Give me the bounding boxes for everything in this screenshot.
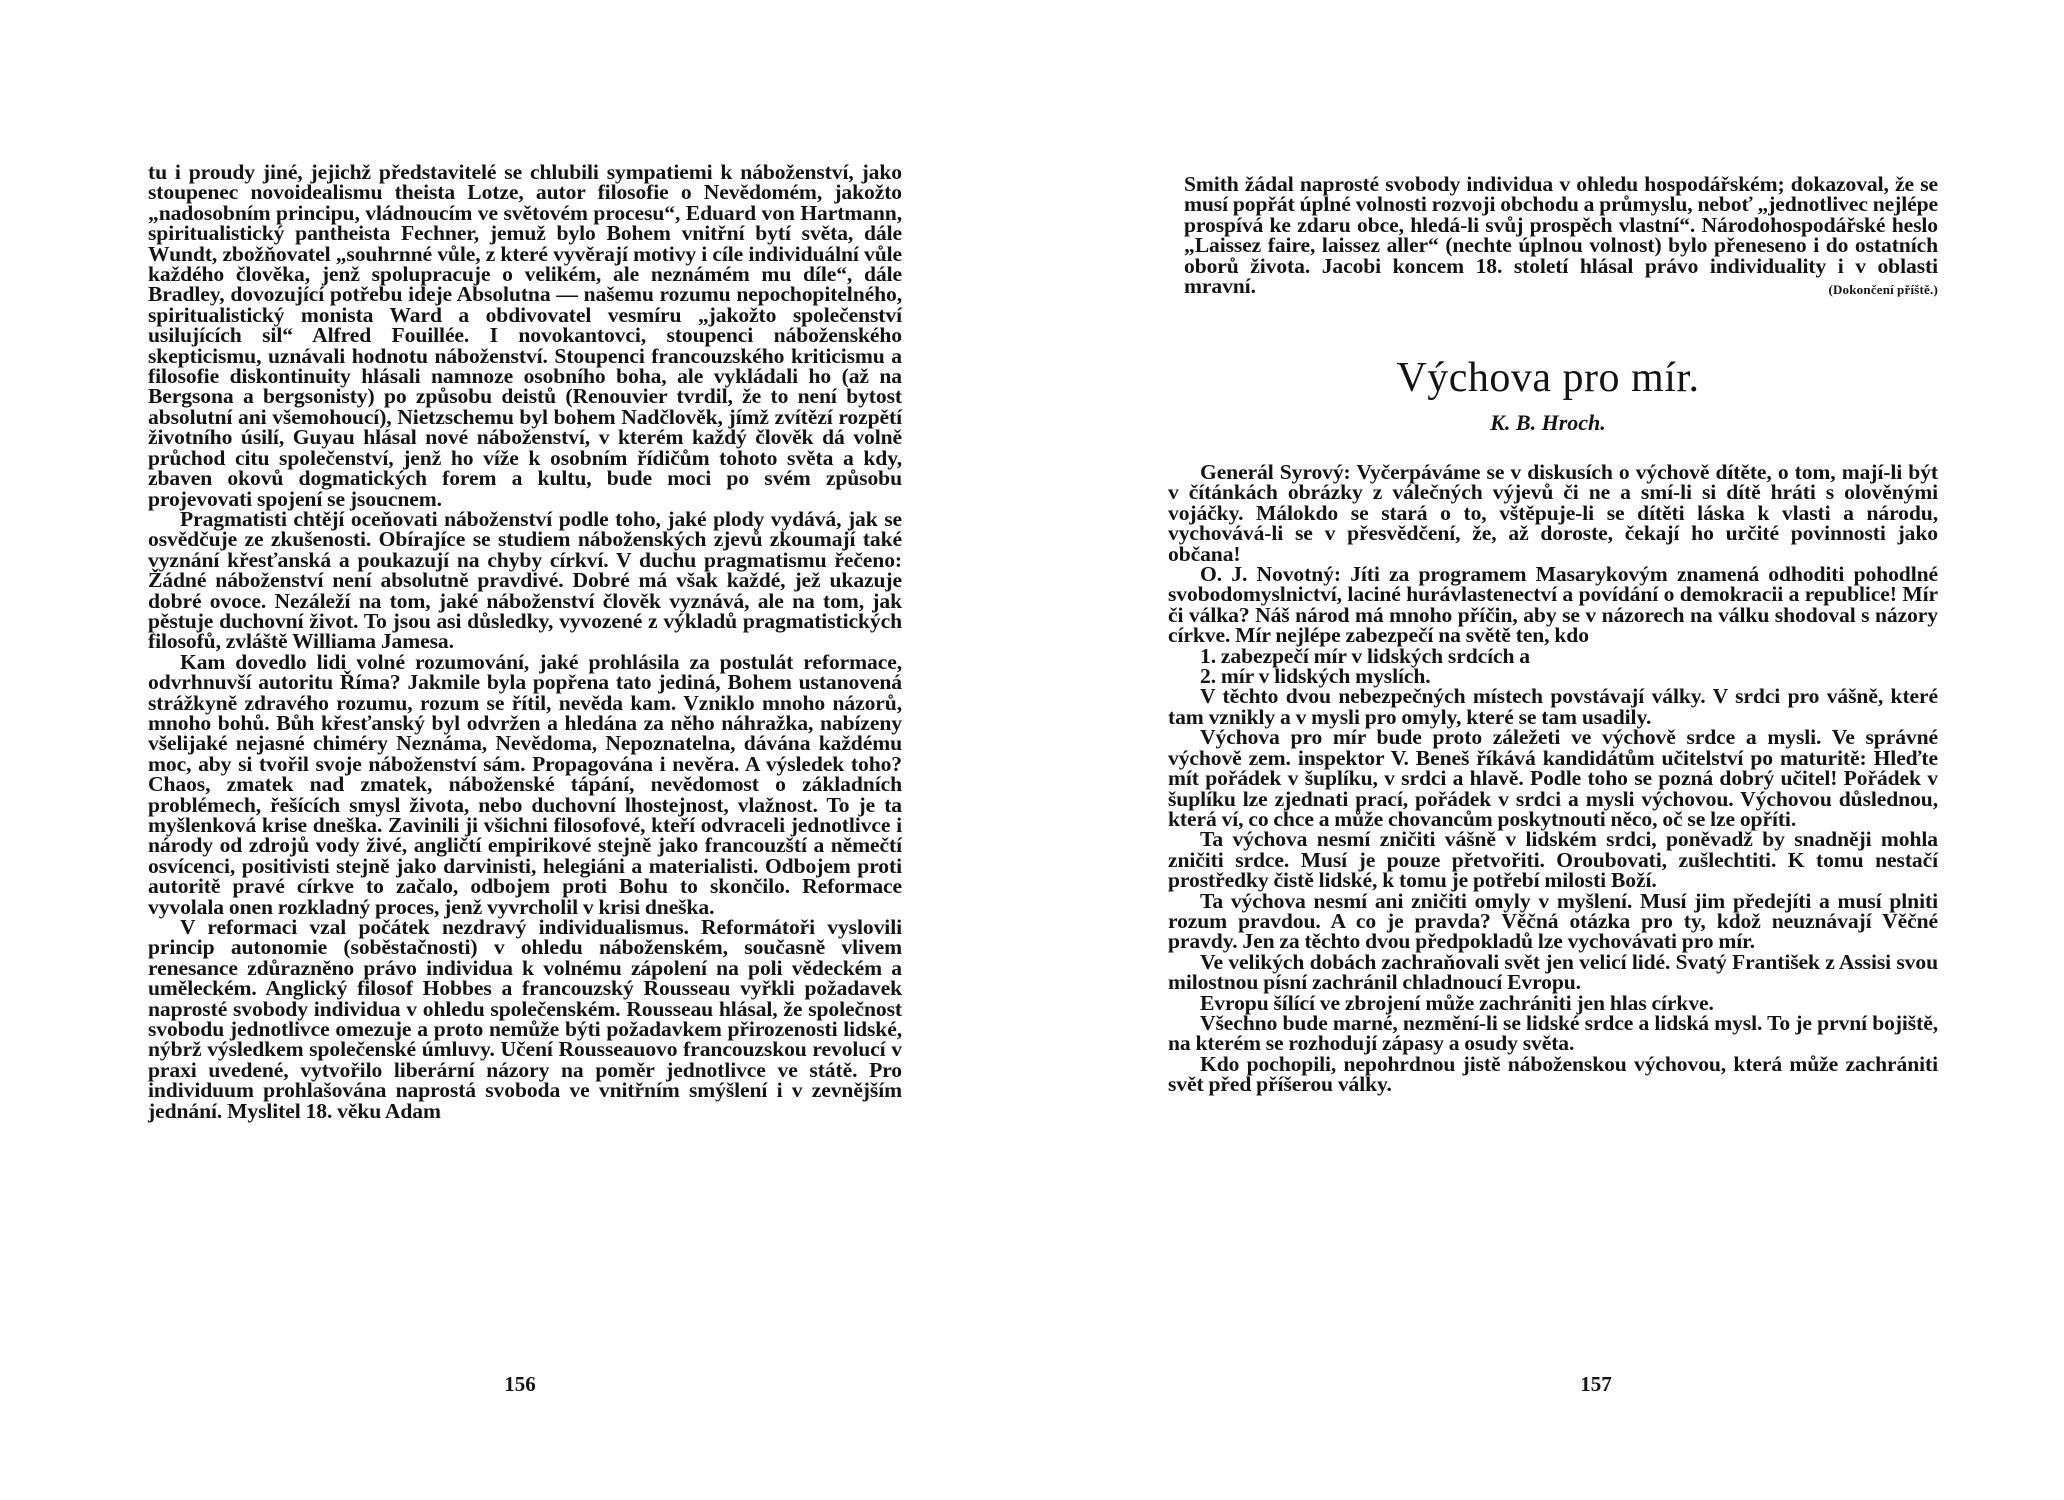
paragraph: Evropu šílící ve zbrojení může zachrániti jen hlas církve. — [1200, 990, 1714, 1015]
continuation-paragraph — [1184, 172, 1939, 299]
paragraph: Všechno bude marné, nezmění-li se lidské srdce a lidská mysl. To je první bojiště, na kterém se rozhodují zápasy a osudy světa. — [1168, 1010, 1938, 1056]
paragraph: Kam dovedlo lidi volné rozumování, jaké prohlásila za postulát reformace, odvrhnuvší autoritu Říma? Jakmile byla popřena tato jediná, Bohem ustanovená strážkyně zdravého rozumu, rozum se řítil, nevěda kam. Vzniklo mnoho názorů, mnoho bohů. Bůh křesťanský byl odvržen a hledána za něho náhražka, nabízeny všelijaké nejasné chiméry Neznáma, Nevědoma, Nepoznatelna, dávána každému moc, aby si tvořil svoje náboženství sám. Propagována i nevěra. A výsledek toho? Chaos, zmatek nad zmatek, náboženské tápání, nevědomost o základních problémech, řešících smysl života, nebo duchovní lhostejnost, vlažnost. To je ta myšlenková krise dneška. Zavinili ji všichni filosofové, kteří odvraceli jednotlivce i národy od zdrojů vody živé, angličtí empirikové stejně jako francouzští a němečtí osvícenci, positivisti stejně jako darvinisti, helegiáni a materialisti. Odbojem proti autoritě pravé církve to začalo, odbojem proti Bohu to skončilo. Reformace vyvolala onen rozkladný proces, jenž vyvrcholil v krisi dneška. — [148, 649, 902, 919]
paragraph: tu i proudy jiné, jejichž představitelé se chlubili sympatiemi k náboženství, jako stoupenec novoidealismu theista Lotze, autor filosofie o Nevědomém, jakožto „nadosobním principu, vládnoucím ve světovém procesu“, Eduard von Hartmann, spiritualistický pantheista Fechner, jemuž bylo Bohem vnitřní bytí světa, dále Wundt, zbožňovatel „souhrnné vůle, z které vyvěrají motivy i cíle individuální vůle každého člověka, jenž spolupracuje o velikém, ale neznámém mu díle“, dále Bradley, dovozující potřebu ideje Absolutna — našemu rozumu nepochopitelného, spiritualistický monista Ward a obdivovatel vesmíru „jakožto společenství usilujících sil“ Alfred Fouillée. I novokantovci, stoupenci náboženského skepticismu, uznávali hodnotu náboženství. Stoupenci francouzského kriticismu a filosofie diskontinuity hlásali namnoze osobního boha, ale vykládali ho (až na Bergsona a bergsonisty) po způsobu deistů (Renouvier tvrdil, že to není bytost absolutní ani všemohoucí), Nietzschemu byl bohem Nadčlověk, jímž zvítězí rozpětí životního úsilí, Guyau hlásal nové náboženství, v kterém každý člověk dá volně průchod citu společenství, jenž ho víže k osobním řídičům tohoto světa a kdy, zbaven okovů dogmatických forem a kultu, bude moci po svém způsobu projevovati spojení se jsoucnem. — [148, 160, 902, 511]
paragraph: V reformaci vzal počátek nezdravý individualismus. Reformátoři vyslovili princip autonomie (soběstačnosti) v ohledu náboženském, současně vlivem renesance zdůrazněno právo individua k volnému zápolení na poli vědeckém a uměleckém. Anglický filosof Hobbes a francouzský Rousseau vyřkli požadavek naprosté svobody individua v ohledu společenském. Rousseau hlásal, že společnost svobodu jednotlivce omezuje a proto nemůže býti požadavkem přirozenosti lidské, nýbrž výsledkem společenské úmluvy. Učení Rousseauovo francouzskou revolucí v praxi uvedené, vytvořilo liberární názory na poměr jednotlivce ve státě. Pro individuum prohlašována naprostá svoboda ve vnitřním smýšlení i v zevnějším jednání. Myslitel 18. věku Adam — [148, 915, 902, 1123]
paragraph: Ta výchova nesmí ani zničiti omyly v myšlení. Musí jim předejíti a musí plniti rozum pravdou. A co je pravda? Věčná otázka pro ty, kdož neuznávají Věčné pravdy. Jen za těchto dvou předpokladů lze vychovávati pro mír. — [1168, 888, 1938, 954]
list-item: 2. mír v lidských myslích. — [1200, 664, 1431, 689]
page-number: 156 — [504, 1372, 536, 1396]
continuation-text: Smith žádal naprosté svobody individua v ohledu hospodářském; dokazoval, že se musí popřát úplné volnosti rozvoji obchodu a průmyslu, neboť „jednotlivec nejlépe prospívá ke zdaru obce, hledá-li svůj prospěch vlastní“. Národohospodářské heslo „Laissez faire, laissez aller“ (nechte úplnou volnost) bylo přeneseno i do ostatních oborů života. Jacobi koncem 18. století hlásal právo individuality i v oblasti mravní. — [1184, 172, 1939, 299]
paragraph: V těchto dvou nebezpečných místech povstávají války. V srdci pro vášně, které tam vznikly a v mysli pro omyly, které se tam usadily. — [1168, 684, 1938, 729]
article-author: K. B. Hroch. — [1490, 410, 1606, 435]
paragraph: Ta výchova nesmí zničiti vášně v lidském srdci, poněvadž by snadněji mohla zničiti srdce. Musí je pouze přetvořiti. Oroubovati, zušlechtiti. K tomu nestačí prostředky čistě lidské, k tomu je potřebí milosti Boží. — [1168, 827, 1938, 893]
paragraph: Ve velikých dobách zachraňovali svět jen velicí lidé. Svatý František z Assisi svou milostnou písní zachránil chladnoucí Evropu. — [1168, 949, 1938, 995]
left-page-body — [148, 162, 902, 1121]
paragraph: Kdo pochopili, nepohrdnou jistě náboženskou výchovou, která může zachrániti svět před příšerou války. — [1168, 1051, 1938, 1097]
continuation-block — [1184, 174, 1938, 300]
article-title: Výchova pro mír. — [1396, 355, 1700, 401]
paragraph: Pragmatisti chtějí oceňovati náboženství podle toho, jaké plody vydává, jak se osvědčuje ze zkušenosti. Obírajíce se studiem náboženských zjevů zkoumají také vyznání křesťanská a poukazují na chyby církví. V duchu pragmatismu řečeno: Žádné náboženství není absolutně pravdivé. Dobré má však každé, jež ukazuje dobré ovoce. Nezáleží na tom, jaké náboženství člověk vyznává, ale na tom, jak pěstuje duchovní život. To jsou asi důsledky, vyvozené z výkladů pragmatistických filosofů, zvláště Williama Jamesa. — [148, 506, 902, 654]
paragraph: Generál Syrový: Vyčerpáváme se v diskusích o výchově dítěte, o tom, mají-li být v čítánkách obrázky z válečných výjevů či ne a smí-li si dítě hráti s olověnými vojáčky. Málokdo se stará o to, vštěpuje-li se dítěti láska k vlasti a národu, vychovává-li se v přesvědčení, že, až doroste, čekají ho určité povinnosti jako občana! — [1168, 460, 1938, 566]
paragraph: O. J. Novotný: Jíti za programem Masarykovým znamená odhoditi pohodlné svobodomyslnictví, laciné hurávlastenectví a povídání o demokracii a republice! Mír či válka? Náš národ má mnoho příčin, aby se v názorech na válku shodoval s názory církve. Mír nejlépe zabezpečí na světě ten, kdo — [1168, 562, 1938, 648]
paragraph: Výchova pro mír bude proto záležeti ve výchově srdce a mysli. Ve správné výchově zem. inspektor V. Beneš říkává kandidátům učitelství po maturitě: Hleďte mít pořádek v šuplíku, v srdci a hlavě. Podle toho se pozná dobrý učitel! Pořádek v šuplíku lze zjednati prací, pořádek v srdci a mysli výchovou. Výchovou důslednou, která ví, co chce a může chovancům poskytnouti něco, oč se lze opříti. — [1168, 725, 1938, 831]
right-page — [1032, 0, 2064, 1500]
continuation-note: (Dokončení příště.) — [1828, 282, 1938, 298]
list-item: 1. zabezpečí mír v lidských srdcích a — [1200, 643, 1530, 668]
page-number: 157 — [1580, 1372, 1612, 1396]
article-body — [1168, 462, 1938, 1095]
